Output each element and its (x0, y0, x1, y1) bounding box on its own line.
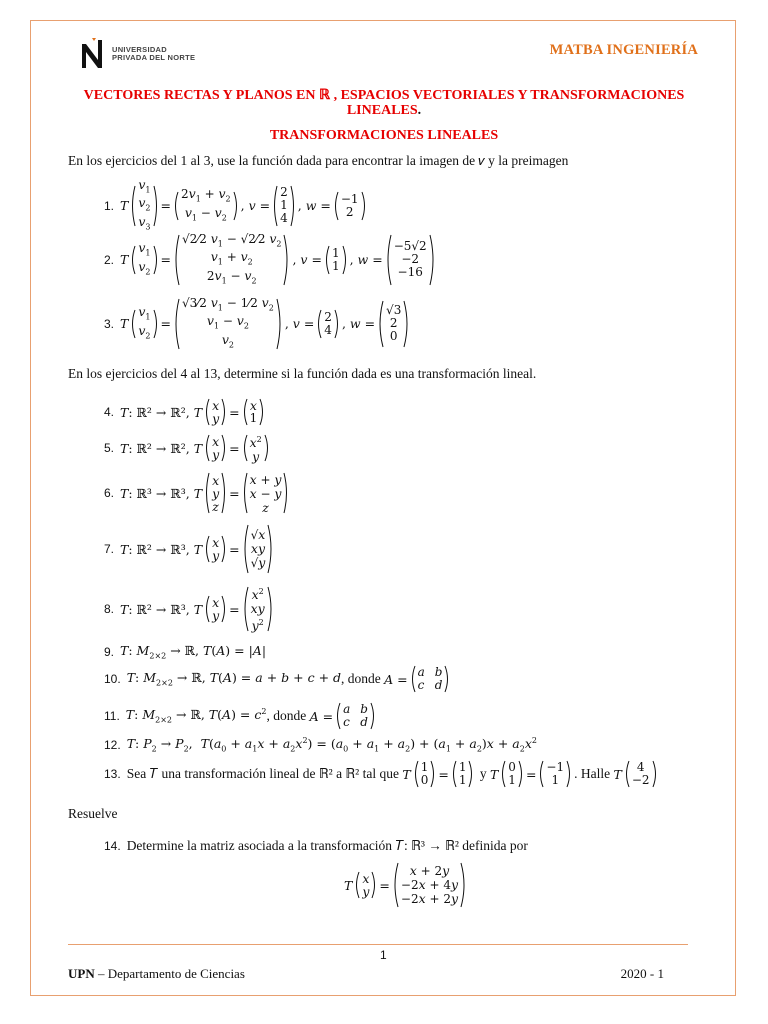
university-name-line1: UNIVERSIDAD (112, 45, 167, 54)
page-title (60, 88, 708, 118)
footer-left: UPN – Departamento de Ciencias (68, 966, 245, 981)
footer-divider (68, 944, 688, 945)
exercise-8: 8. T: ℝ² → ℝ³, T x y = $x^2$ xy $y^2$ (104, 585, 276, 633)
exercise-14-text: Determine la matriz asociada a la transformación 𝑇: ℝ³ → ℝ² definida por (126, 838, 528, 853)
exercise-5: 5. T: ℝ² → ℝ², T x y = $x^2$ y (104, 433, 272, 463)
exercise-2: 2. T $v_1$ $v_2$ = √2⁄2 $v_1$ − √2⁄2 $v_2$ $v_1 + v_2$ $2v_1 - v_2$ , v = 1 1 , w = −5√2 −2 −16 (104, 232, 438, 287)
exercise-10: 10. T: $M_{2\times 2}$ → ℝ, T(A) = a + b + c + d , donde A = a b c d (104, 665, 452, 693)
exercise-11: 11. T: $M_{2\times 2}$ → ℝ, $T(A) = c^2$ , donde A = a b c d (104, 702, 378, 730)
title-line2: LINEALES. (346, 103, 422, 118)
exercise-13-halle: . Halle (574, 766, 611, 781)
footer-right: 2020 - 1 (620, 966, 664, 981)
section-title: TRANSFORMACIONES LINEALES (269, 128, 499, 143)
header-course-label: MATBA INGENIERÍA (549, 42, 698, 58)
exercise-3: 3. T $v_1$ $v_2$ = √3⁄2 $v_1$ − 1⁄2 $v_2$ $v_1 - v_2$ $v_2$ , v = 2 4 , w = √3 2 0 (104, 296, 412, 351)
upn-logo-icon (78, 38, 108, 70)
exercise-13: 13. Sea 𝑇 una transformación lineal de ℝ² a ℝ² tal que T 1 0 = 1 1 y T 0 1 = −1 1 . Halle T 4 −2 (104, 760, 660, 788)
intro-paragraph-1: En los ejercicios del 1 al 3, use la función dada para encontrar la imagen de 𝑣 y la preimagen (68, 153, 569, 168)
exercise-4: 4. T: ℝ² → ℝ², T x y = x 1 (104, 398, 267, 426)
resuelve-label: Resuelve (68, 806, 118, 821)
intro-paragraph-2: En los ejercicios del 4 al 13, determine si la función dada es una transformación lineal. (68, 366, 537, 381)
university-name-line2: PRIVADA DEL NORTE (112, 53, 196, 62)
exercise-7: 7. T: ℝ² → ℝ³, T x y = √x xy √y (104, 524, 276, 574)
exercise-6: 6. T: ℝ³ → ℝ³, T x y z = x + y x − y z (104, 472, 291, 514)
exercise-9: 9. T: $M_{2\times 2}$ → ℝ, T(A) = |A| (104, 643, 267, 661)
page-number: 1 (380, 948, 387, 962)
university-logo (78, 38, 195, 70)
exercise-1: 1. T $v_1$ $v_2$ $v_3$ = $2v_1 + v_2$ $v_1 - v_2$ , v = 2 1 4 , w = −1 2 (104, 178, 369, 233)
title-line1: VECTORES RECTAS Y PLANOS EN ℝ , ESPACIOS VECTORIALES Y TRANSFORMACIONES (83, 88, 685, 103)
exercise-13-text: Sea 𝑇 una transformación lineal de ℝ² a ℝ² tal que (126, 766, 399, 781)
exercise-14: 14. Determine la matriz asociada a la transformación 𝑇: ℝ³ → ℝ² definida por (104, 838, 528, 853)
exercise-12: 12. T: $P_2 \to P_2$, $T(a_0 + a_1x + a_2x^2) = (a_0 + a_1 + a_2) + (a_1 + a_2)x + a_2x^2$ (104, 736, 537, 754)
exercise-14-definition: T x y = x + 2y −2x + 4y −2x + 2y (344, 862, 469, 908)
